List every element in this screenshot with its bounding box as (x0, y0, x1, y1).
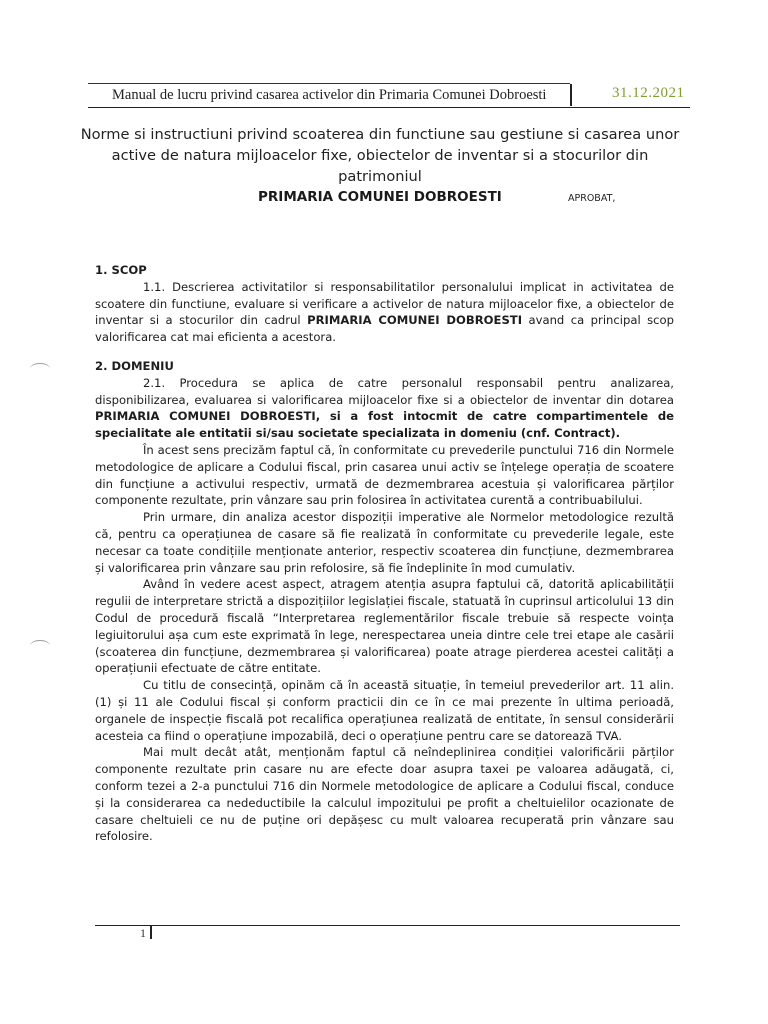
entity-name: PRIMARIA COMUNEI DOBROESTI, si a fost intocmit de catre compartimentele de specialitate ale entitatii si/sau societate specializata in domeniu (cnf. Contract). (95, 409, 674, 441)
paragraph-text: 1.1. Descrierea activitatilor si responsabilitatilor personalului implicat in activitatea de scoatere din functiune, evaluare si verificare a activelor de natura mijloacelor fixe, a obiectelor de inventar si a stocurilor din cadrul (95, 279, 674, 328)
footer-tick (150, 925, 152, 939)
paragraph: Cu titlu de consecință, opinăm că în această situație, în temeiul prevederilor art. 11 alin. (1) și 11 ale Codului fiscal și conform practicii din ce în ce mai prezente în ultima perioadă, organele de inspecție fiscală pot recalifica operațiunea realizată de entitate, în sensul considerării acesteia ca fiind o operațiune impozabilă, deci o operațiune pentru care se datorează TVA. (95, 678, 674, 743)
header-rule-bottom (88, 107, 690, 108)
punch-hole-mark (30, 640, 50, 651)
section-domeniu (95, 358, 674, 845)
approved-label: APROBAT, (568, 193, 616, 204)
section-heading: 2. DOMENIU (95, 359, 174, 373)
paragraph: Având în vedere acest aspect, atragem atenția asupra faptului că, datorită aplicabilității regulii de interpretare strictă a dispozițiilor legislației fiscale, statuată în cuprinsul articolului 13 din Codul de procedură fiscală “Interpretarea reglementărilor fiscale trebuie să respecte voința legiuitorului așa cum este exprimată în lege, nerespectarea uneia dintre cele trei etape ale casării (scoaterea din funcțiune, dezmembrarea și valorificarea) poate atrage pierderea acestei calități a operațiunii efectuate de către entitate. (95, 577, 674, 676)
section-heading: 1. SCOP (95, 263, 147, 277)
paragraph-text: 2.1. Procedura se aplica de catre personalul responsabil pentru analizarea, disponibilizarea, evaluarea si valorificarea mijloacelor fixe si a obiectelor de inventar din dotarea (95, 375, 674, 407)
document-subtitle: PRIMARIA COMUNEI DOBROESTI (258, 189, 502, 205)
section-scop (95, 262, 674, 346)
paragraph-text: avand ca principal scop valorificarea cat mai eficienta a acestora. (95, 313, 674, 345)
footer-rule (95, 925, 680, 926)
page-number: 1 (140, 926, 146, 940)
header-title: Manual de lucru privind casarea activelor din Primaria Comunei Dobroesti (112, 87, 547, 103)
paragraph: Prin urmare, din analiza acestor dispoziții imperative ale Normelor metodologice rezultă că, pentru ca operațiunea de casare să fie realizată în conformitate cu prevederile legale, este necesar ca toate condițiile menționate anterior, respectiv scoaterea din funcțiune, dezmembrarea și valorificarea prin vânzare sau prin refolosire, să fie îndeplinite în mod cumulativ. (95, 510, 674, 575)
document-title: Norme si instructiuni privind scoaterea din functiune sau gestiune si casarea unor active de natura mijloacelor fixe, obiectelor de inventar si a stocurilor din patrimoniul (80, 126, 680, 185)
paragraph (95, 279, 674, 346)
paragraph (95, 375, 674, 442)
paragraph: În acest sens precizăm faptul că, în conformitate cu prevederile punctului 716 din Normele metodologice de aplicare a Codului fiscal, prin casarea unui activ se înțelege operația de scoatere din funcțiune a activului respectiv, urmată de dezmembrarea acestuia și valorificarea părților componente rezultate, prin vânzare sau prin folosirea în activitatea curentă a contribuabilului. (95, 442, 674, 508)
punch-hole-mark (30, 363, 50, 374)
paragraph: Mai mult decât atât, menționăm faptul că neîndeplinirea condiției valorificării părților componente rezultate prin casare nu are efecte doar asupra taxei pe valoarea adăugată, ci, conform tezei a 2-a punctului 716 din Normele metodologice de aplicare a Codului fiscal, conduce și la considerarea ca nedeductibile la calculul impozitului pe profit a cheltuielilor ocazionate de casare cheltuieli ce nu de puține ori depășesc cu mult valoarea recuperată prin vânzare sau refolosire. (95, 745, 674, 844)
header-date: 31.12.2021 (612, 85, 685, 101)
entity-name: PRIMARIA COMUNEI DOBROESTI (307, 313, 523, 328)
